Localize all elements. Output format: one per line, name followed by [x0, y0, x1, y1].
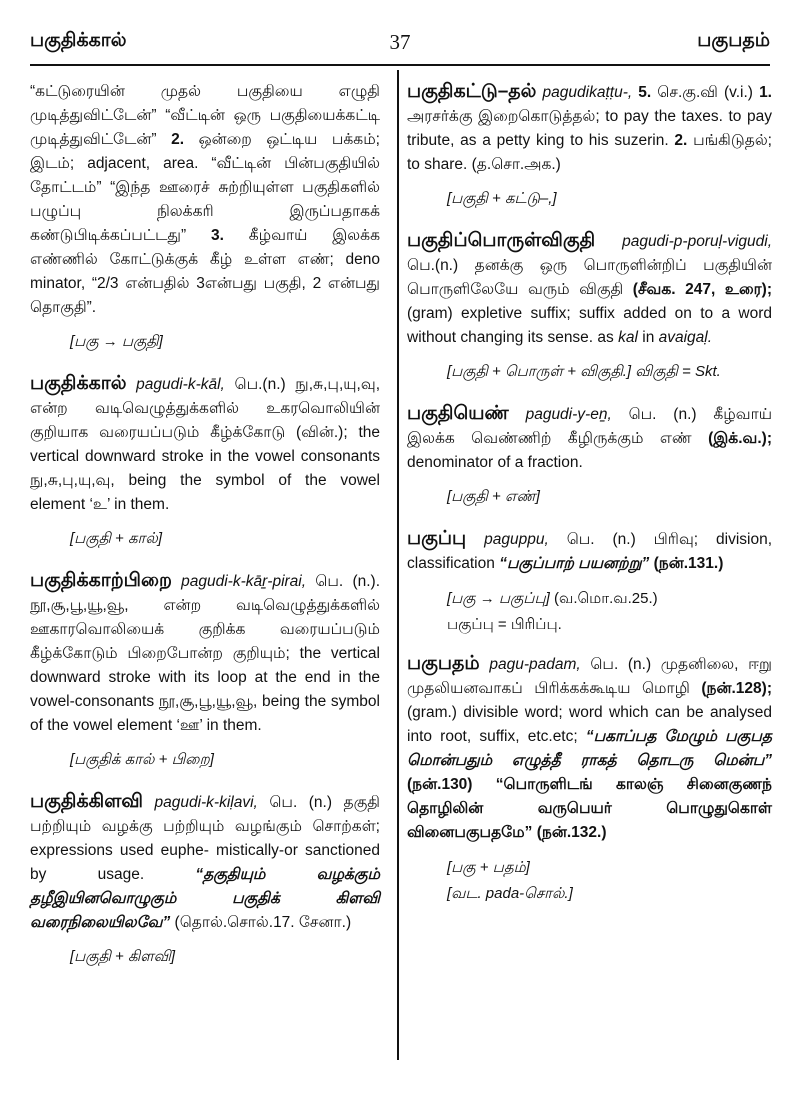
entry-pagudikkal [30, 372, 380, 551]
headword: பகுபதம் [407, 653, 480, 674]
etymology: [பகுதி + எண்] [447, 488, 540, 505]
headword: பகுதிக்கிளவி [30, 791, 143, 812]
entry-body: பகுதிகட்டு–தல் pagudikaṭṭu-, 5. செ.கு.வி (v.i.) 1. அரசர்க்கு இறைகொடுத்தல்; to pay the taxes. to pay tribute, as a petty king to his suzerin. 2. பங்கிடுதல்; to share. (த.சொ.அக.) [407, 81, 772, 173]
source-citation: (வின்.); [296, 424, 348, 441]
headword: பகுப்பு [407, 528, 467, 549]
transliteration: pagudi-k-kāṟ-pirai, [181, 573, 307, 590]
quotation: “பொருளிடங் காலஞ் சினைகுணந் தொழிலின் வருபெயர் பொழுதுகொள் வினைபகுபதமே” [407, 776, 772, 841]
etymology: [பகுதி + கட்டு–,] [447, 190, 557, 207]
entry-pagudikkilavi [30, 790, 380, 969]
source-citation: (நன்.130) [407, 776, 473, 793]
transliteration: paguppu, [484, 531, 549, 548]
etymology: [பகுதி + கிளவி] [70, 948, 176, 965]
etymology: [பகு → பகுப்பு] (வ.மொ.வ.25.) [447, 590, 658, 607]
transliteration: pagudi-k-kiḷavi, [154, 794, 258, 811]
source-citation: (நன்.131.) [649, 555, 724, 572]
right-column [407, 80, 772, 917]
entry-pagudikattu [407, 80, 772, 211]
entry-body: “கட்டுரையின் முதல் பகுதியை எழுதி முடித்துவிட்டேன்” “வீட்டின் ஒரு பகுதியைக்கட்டி முடித்துவிட்டேன்” 2. ஒன்றை ஒட்டிய பக்கம்; இடம்; adjacent, area. “வீட்டின் பின்பகுதியில் தோட்டம்” “இந்த ஊரைச் சுற்றியுள்ள பகுதிகளில் பழுப்பு நிலக்கரி இருப்பதாகக் கண்டுபிடிக்கப்பட்டது” 3. கீழ்வாய் இலக்க எண்ணில் கோட்டுக்குக் கீழ் உள்ள எண்; deno minator, “2/3 என்பதில் 3என்பது பகுதி, 2 என்பது தொகுதி”. [30, 83, 380, 316]
etymology: [பகுதி + கால்] [70, 530, 163, 547]
header-rule [30, 64, 770, 66]
column-divider [397, 70, 399, 1060]
entry-pagudipporulvigudi [407, 229, 772, 384]
headword: பகுதிப்பொருள்விகுதி [407, 230, 596, 251]
etymology: [பகு + பதம்] [447, 859, 530, 876]
page-header [30, 30, 770, 62]
transliteration: pagudi-k-kāl, [136, 376, 225, 393]
entry-body: பகுதிக்கால் pagudi-k-kāl, பெ.(n.) நு,சு,பு,யு,வு, என்ற வடிவெழுத்துக்களில் உகரவொலியின் குறியாக வரையப்படும் கீழ்க்கோடு (வின்.); the vertical downward stroke in the vowel consonants நு,சு,பு,யு,வு, being the symbol of the vowel element ‘உ’ in them. [30, 373, 380, 513]
headword: பகுதிக்காற்பிறை [30, 570, 172, 591]
source-citation: (தொல்.சொல்.17. சேனா.) [170, 914, 352, 931]
entry-body: பகுதிக்காற்பிறை pagudi-k-kāṟ-pirai, பெ. (n.). நூ,சூ,பூ,யூ,வூ, என்ற வடிவெழுத்துக்களில் ஊகாரவொலியைக் குறிக்க வரையப்படும் கீழ்க்கோடும் பிறைபோன்ற குறியும்; the vertical downward stroke with its loop at the end in the vowel-consonants நூ,சூ,பூ,யூ,வூ, being the symbol of the vowel element ‘ஊ’ in them. [30, 570, 381, 734]
entry-pagupadam [407, 652, 772, 907]
source-citation: (நன்.132.) [532, 824, 607, 841]
source-citation: (நன்.128); [701, 680, 772, 697]
source-citation: (சீவக. 247, உரை); [632, 281, 772, 298]
entry-body: பகுதியெண் pagudi-y-eṉ, பெ. (n.) கீழ்வாய் இலக்க வெண்ணிற் கீழிருக்கும் எண் (இக்.வ.); denominator of a fraction. [407, 403, 772, 471]
entry-pagudikkarpirai [30, 569, 380, 772]
etymology: [பகுதிக் கால் + பிறை] [70, 751, 214, 768]
etymology: [வட. pada-சொல்.] [447, 885, 573, 902]
transliteration: pagudi-p-poruḷ-vigudi, [622, 233, 772, 250]
entry-body: பகுதிப்பொருள்விகுதி pagudi-p-poruḷ-vigudi, பெ.(n.) தனக்கு ஒரு பொருளின்றிப் பகுதியின் பொருளிலேயே வரும் விகுதி (சீவக. 247, உரை); (gram) expletive suffix; suffix added on to a word without changing its sense. as kal in avaigaḷ. [407, 230, 772, 346]
headword: பகுதியெண் [407, 403, 509, 424]
headword: பகுதிகட்டு–தல் [407, 81, 537, 102]
headword: பகுதிக்கால் [30, 373, 127, 394]
etymology: [பகுதி + பொருள் + விகுதி.] விகுதி = Skt. [447, 363, 721, 380]
quotation: “தகுதியும் வழக்கும் தழீஇயினவொழுகும் பகுதிக் கிளவி வரைநிலையிலவே” [30, 866, 380, 931]
page-number: 37 [389, 30, 411, 54]
etymology-note: பகுப்பு = பிரிப்பு. [447, 616, 562, 633]
source-citation: (இக்.வ.); [708, 430, 772, 447]
source-citation: (த.சொ.அக.) [471, 156, 561, 173]
entry-paguppu [407, 527, 772, 638]
header-guide-word-left: பகுதிக்கால் [30, 30, 127, 51]
header-guide-word-right: பகுபதம் [697, 30, 770, 51]
entry-body: பகுப்பு paguppu, பெ. (n.) பிரிவு; division, classification “பகுப்பாற் பயனற்று” (நன்.131.) [407, 528, 773, 572]
entry-body: பகுதிக்கிளவி pagudi-k-kiḷavi, பெ. (n.) தகுதி பற்றியும் வழக்கு பற்றியும் வழங்கும் சொற்கள்; expressions used euphe- mistically-or sanctioned by usage. “தகுதியும் வழக்கும் தழீஇயினவொழுகும் பகுதிக் கிளவி வரைநிலையிலவே” (தொல்.சொல்.17. சேனா.) [30, 791, 380, 931]
etymology: [பகு → பகுதி] [70, 333, 163, 350]
entry-pagudiyen [407, 402, 772, 509]
entry-continued [30, 80, 380, 354]
quotation: “பகுப்பாற் பயனற்று” [499, 555, 650, 572]
entry-body: பகுபதம் pagu-padam, பெ. (n.) முதனிலை, ஈறு முதலியனவாகப் பிரிக்கக்கூடிய மொழி (நன்.128); (gram.) divisible word; word which can be analysed into root, suffix, etc.etc; “பகாப்பத மேழும் பகுபத மொன்பதும் எழுத்தீ ராகத் தொடரு மென்ப” (நன்.130) “பொருளிடங் காலஞ் சினைகுணந் தொழிலின் வருபெயர் பொழுதுகொள் வினைபகுபதமே” (நன்.132.) [407, 653, 772, 841]
transliteration: pagu-padam, [489, 656, 581, 673]
transliteration: pagudikaṭṭu-, [542, 84, 633, 101]
left-column [30, 80, 380, 987]
quotation: “பகாப்பத மேழும் பகுபத மொன்பதும் எழுத்தீ ராகத் தொடரு மென்ப” [407, 728, 772, 769]
transliteration: pagudi-y-eṉ, [525, 406, 612, 423]
